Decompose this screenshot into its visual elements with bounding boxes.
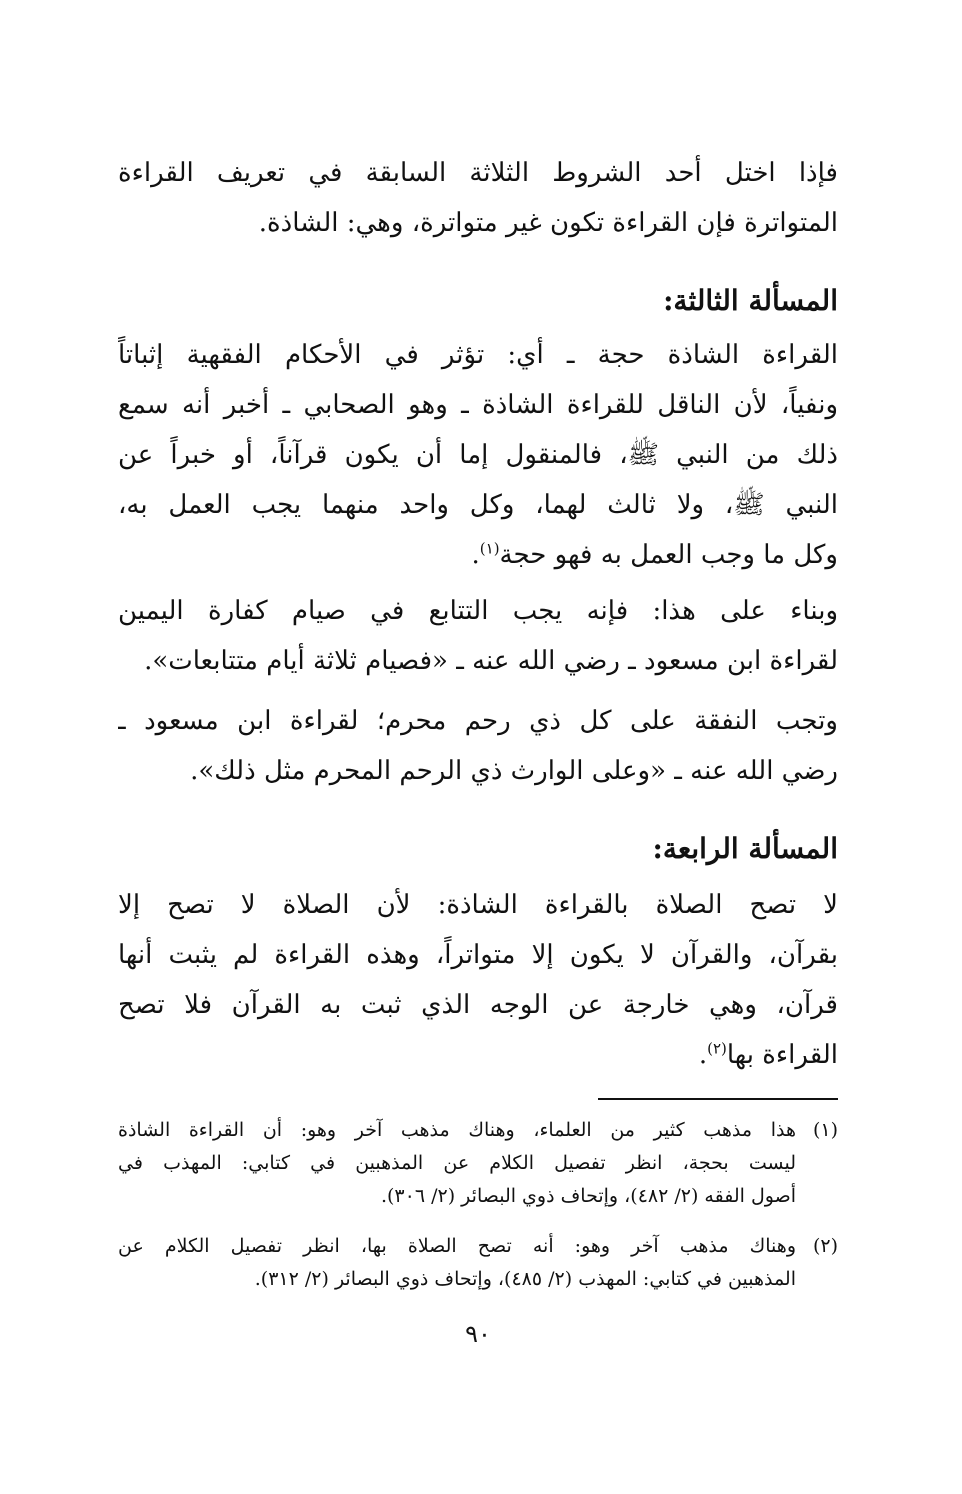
footnote-line: أصول الفقه (٢/ ٤٨٢)، وإتحاف ذوي البصائر (٢/ ٣٠٦). (380, 1185, 796, 1207)
text-line: النبي ﷺ، ولا ثالث لهما، وكل واحد منهما يجب العمل به، (118, 490, 838, 520)
paragraph-example-oath (118, 586, 838, 686)
section-heading-fourth: المسألة الرابعة: (652, 832, 838, 865)
paragraph-example-alimony (118, 696, 838, 796)
footnote-separator (598, 1098, 838, 1100)
text-line: ذلك من النبي ﷺ، فالمنقول إما أن يكون قرآناً، أو خبراً عن (118, 440, 838, 470)
text-line-content: القراءة بها (726, 1040, 838, 1070)
footnote-line: وهناك مذهب آخر وهو: أنه تصح الصلاة بها، انظر تفصيل الكلام عن (118, 1235, 796, 1257)
text-line: رضي الله عنه ـ «وعلى الوارث ذي الرحم المحرم مثل ذلك». (190, 756, 838, 786)
text-line: فإذا اختل أحد الشروط الثلاثة السابقة في تعريف القراءة (118, 158, 838, 188)
footnote-number: (٢) (812, 1235, 838, 1257)
footnote-line: المذهبين في كتابي: المهذب (٢/ ٤٨٥)، وإتحاف ذوي البصائر (٢/ ٣١٢). (254, 1268, 796, 1290)
book-page (118, 0, 838, 1494)
text-line: لقراءة ابن مسعود ـ رضي الله عنه ـ «فصيام ثلاثة أيام متتابعات». (144, 646, 838, 676)
footnote-line: ليست بحجة، انظر تفصيل الكلام عن المذهبين في كتابي: المهذب في (118, 1152, 796, 1174)
text-line: وبناء على هذا: فإنه يجب التتابع في صيام كفارة اليمين (118, 596, 838, 626)
paragraph-fourth-issue (118, 880, 838, 1080)
footnote-body (118, 1114, 796, 1213)
text-line: ونفياً، لأن الناقل للقراءة الشاذة ـ وهو الصحابي ـ أخبر أنه سمع (118, 390, 838, 420)
text-line: المتواترة فإن القراءة تكون غير متواترة، وهي: الشاذة. (258, 208, 838, 238)
text-line: لا تصح الصلاة بالقراءة الشاذة: لأن الصلاة لا تصح إلا (118, 890, 838, 920)
paragraph-intro (118, 148, 838, 248)
footnote-ref-1[interactable]: (١) (479, 539, 500, 558)
text-line: القراءة الشاذة حجة ـ أي: تؤثر في الأحكام الفقهية إثباتاً (118, 340, 838, 370)
footnote-line: هذا مذهب كثير من العلماء، وهناك مذهب آخر وهو: أن القراءة الشاذة (118, 1119, 796, 1141)
sentence-end: . (471, 540, 480, 570)
text-line (118, 1030, 838, 1080)
text-line: بقرآن، والقرآن لا يكون إلا متواتراً، وهذه القراءة لم يثبت أنها (118, 940, 838, 970)
text-line: وتجب النفقة على كل ذي رحم محرم؛ لقراءة ابن مسعود ـ (118, 706, 838, 736)
footnote-1 (118, 1114, 838, 1213)
text-line: قرآن، وهي خارجة عن الوجه الذي ثبت به القرآن فلا تصح (118, 990, 838, 1020)
footnote-body (118, 1230, 796, 1296)
page-number: ٩٠ (465, 1320, 491, 1348)
footnote-number: (١) (812, 1119, 838, 1141)
footnote-2 (118, 1230, 838, 1296)
section-heading-third: المسألة الثالثة: (663, 284, 838, 317)
footnote-ref-2[interactable]: (٢) (707, 1039, 727, 1058)
sentence-end: . (698, 1040, 708, 1070)
text-line-content: وكل ما وجب العمل به فهو حجة (499, 540, 838, 570)
paragraph-third-issue (118, 330, 838, 580)
text-line (118, 530, 838, 580)
